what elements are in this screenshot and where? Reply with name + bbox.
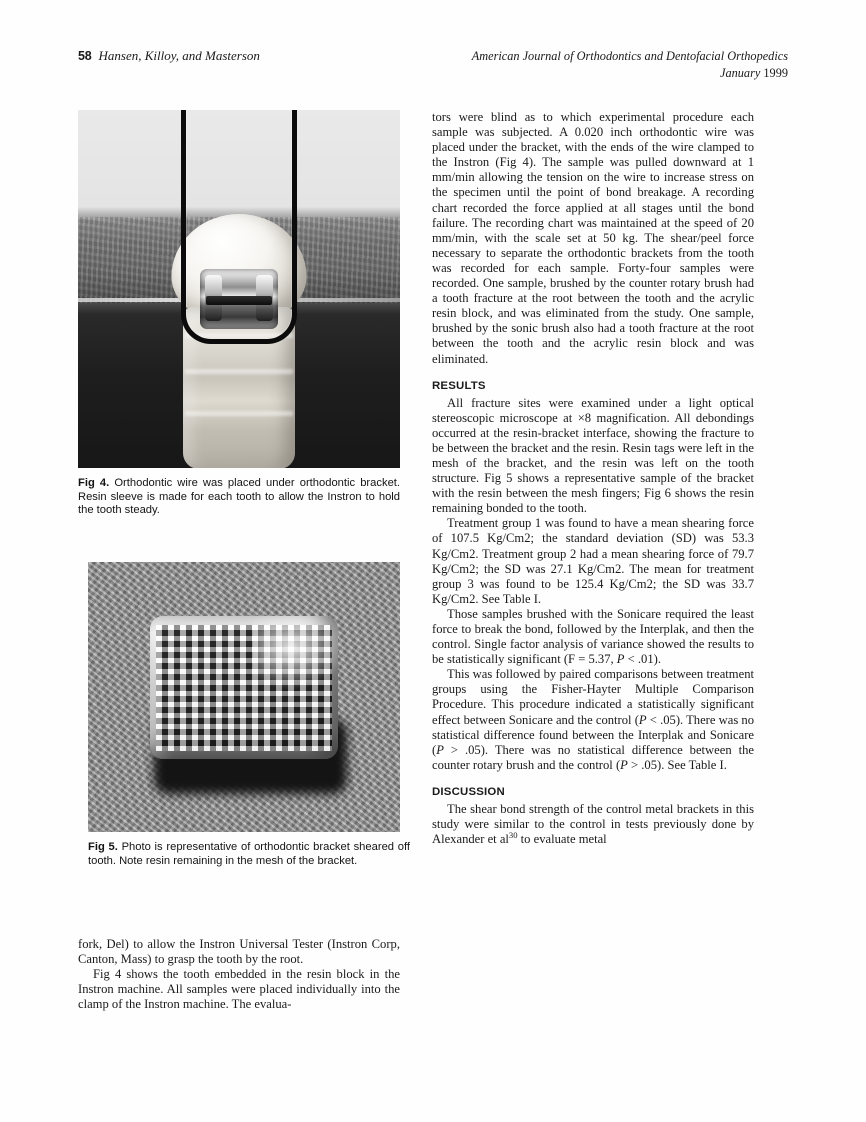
paragraph-results-3 xyxy=(432,607,754,667)
results-3-text-a: Those samples brushed with the Sonicare required the least force to break the bond, followed by the Interplak, and then the control. Single factor analysis of variance showed the results to be statistically significant (F = 5.37, xyxy=(432,606,754,667)
right-column-text xyxy=(432,110,754,847)
paragraph-results-2: Treatment group 1 was found to have a mean shearing force of 107.5 Kg/Cm2; the standard deviation (SD) was 53.3 Kg/Cm2. Treatment group 2 had a mean shearing force of 79.7 Kg/Cm2; the SD was 27.1 Kg/Cm2. The mean for treatment group 3 was found to be 125.4 Kg/Cm2; the SD was 33.7 Kg/Cm2. See Table I. xyxy=(432,516,754,606)
paragraph-discussion-1 xyxy=(432,802,754,847)
results-4-p-symbol-2: P xyxy=(436,742,444,757)
figure-5-bracket-mesh-base xyxy=(150,616,337,759)
figure-5-image xyxy=(88,562,400,832)
figure-5 xyxy=(88,562,410,868)
results-4-text-a: This was followed by paired comparisons between treatment groups using the Fisher-Hayter Multiple Comparison Procedure. This procedure indicated a statistically significant effect between Sonicare and the control ( xyxy=(432,667,754,727)
running-head-right xyxy=(472,48,788,82)
figure-5-specular-highlight xyxy=(253,616,337,690)
paragraph-methods-continued: tors were blind as to which experimental procedure each sample was subjected. A 0.020 inch orthodontic wire was placed under the bracket, with the ends of the wire clamped to the Instron (Fig 4). The sample was pulled downward at 1 mm/min allowing the tension on the wire to increase stress on the specimen until the point of bond breakage. A recording chart recorded the force applied at all stages until the bond failure. The recording chart was maintained at the speed of 20 mm/min, with the scale set at 50 kg. The shear/peel force necessary to separate the orthodontic brackets from the tooth was recorded for each sample. Forty-four samples were recorded. One sample, brushed by the counter rotary brush had a tooth fracture at the root between the tooth and the acrylic resin block, and was eliminated from the study. One sample, brushed by the sonic brush also had a tooth fracture at the root between the tooth and the acrylic resin block and was eliminated. xyxy=(432,110,754,366)
heading-discussion: DISCUSSION xyxy=(432,785,505,798)
paragraph-results-1: All fracture sites were examined under a light optical stereoscopic microscope at ×8 magnification. All debondings occurred at the resin-bracket interface, showing the fracture to be between the bracket and the resin. Resin tags were left in the mesh of the bracket, and the resin was left on the tooth structure. Fig 5 shows a representative sample of the bracket with the resin between the mesh fingers; Fig 6 shows the resin remaining bonded to the tooth. xyxy=(432,395,754,516)
issue-year-value: 1999 xyxy=(763,66,788,80)
figure-4 xyxy=(78,110,400,518)
figure-4-orthodontic-wire xyxy=(181,110,297,344)
left-column-text xyxy=(78,937,400,1012)
results-4-text-d: > .05). See Table I. xyxy=(627,757,727,772)
figure-4-resin-band xyxy=(185,369,293,374)
journal-title: American Journal of Orthodontics and Dentofacial Orthopedics xyxy=(471,49,788,63)
running-head xyxy=(78,48,788,88)
figure-4-caption xyxy=(78,468,400,518)
figure-4-caption-label: Fig 4. xyxy=(78,477,110,489)
results-4-p-symbol-1: P xyxy=(638,712,647,727)
paragraph-results-4 xyxy=(432,667,754,773)
figure-4-caption-text: Orthodontic wire was placed under orthodontic bracket. Resin sleeve is made for each tooth to allow the Instron to hold the tooth steady. xyxy=(78,477,401,517)
citation-reference-30: 30 xyxy=(508,829,518,840)
page-folio-number: 58 xyxy=(78,49,92,63)
results-3-text-b: < .01). xyxy=(624,652,661,667)
discussion-text-b: to evaluate metal xyxy=(517,832,607,847)
running-head-left xyxy=(78,48,260,64)
discussion-text-a: The shear bond strength of the control metal brackets in this study were similar to the control in tests previously done by Alexander et al xyxy=(432,801,754,847)
issue-month: January xyxy=(720,66,761,80)
running-head-authors: Hansen, Killoy, and Masterson xyxy=(98,48,260,63)
results-4-p-symbol-3: P xyxy=(620,757,628,772)
figure-5-caption-label: Fig 5. xyxy=(88,841,118,853)
figure-4-resin-band xyxy=(185,411,293,416)
results-3-p-symbol: P xyxy=(616,652,625,667)
figure-5-caption xyxy=(88,832,410,868)
heading-results: RESULTS xyxy=(432,379,486,392)
paragraph-fig4-description: Fig 4 shows the tooth embedded in the resin block in the Instron machine. All samples were placed individually into the clamp of the Instron machine. The evalua- xyxy=(78,967,400,1012)
paragraph-instron-fork: fork, Del) to allow the Instron Universal Tester (Instron Corp, Canton, Mass) to grasp the tooth by the root. xyxy=(78,937,400,967)
results-4-text-b: < .05). There was no statistical difference found between the Interplak and Sonicare ( xyxy=(432,712,754,757)
figure-5-caption-text: Photo is representative of orthodontic bracket sheared off tooth. Note resin remaining in the mesh of the bracket. xyxy=(88,841,410,867)
results-4-text-c: > .05). There was no statistical difference between the counter rotary brush and the control ( xyxy=(432,742,754,772)
figure-4-image xyxy=(78,110,400,468)
issue-date xyxy=(472,65,788,82)
